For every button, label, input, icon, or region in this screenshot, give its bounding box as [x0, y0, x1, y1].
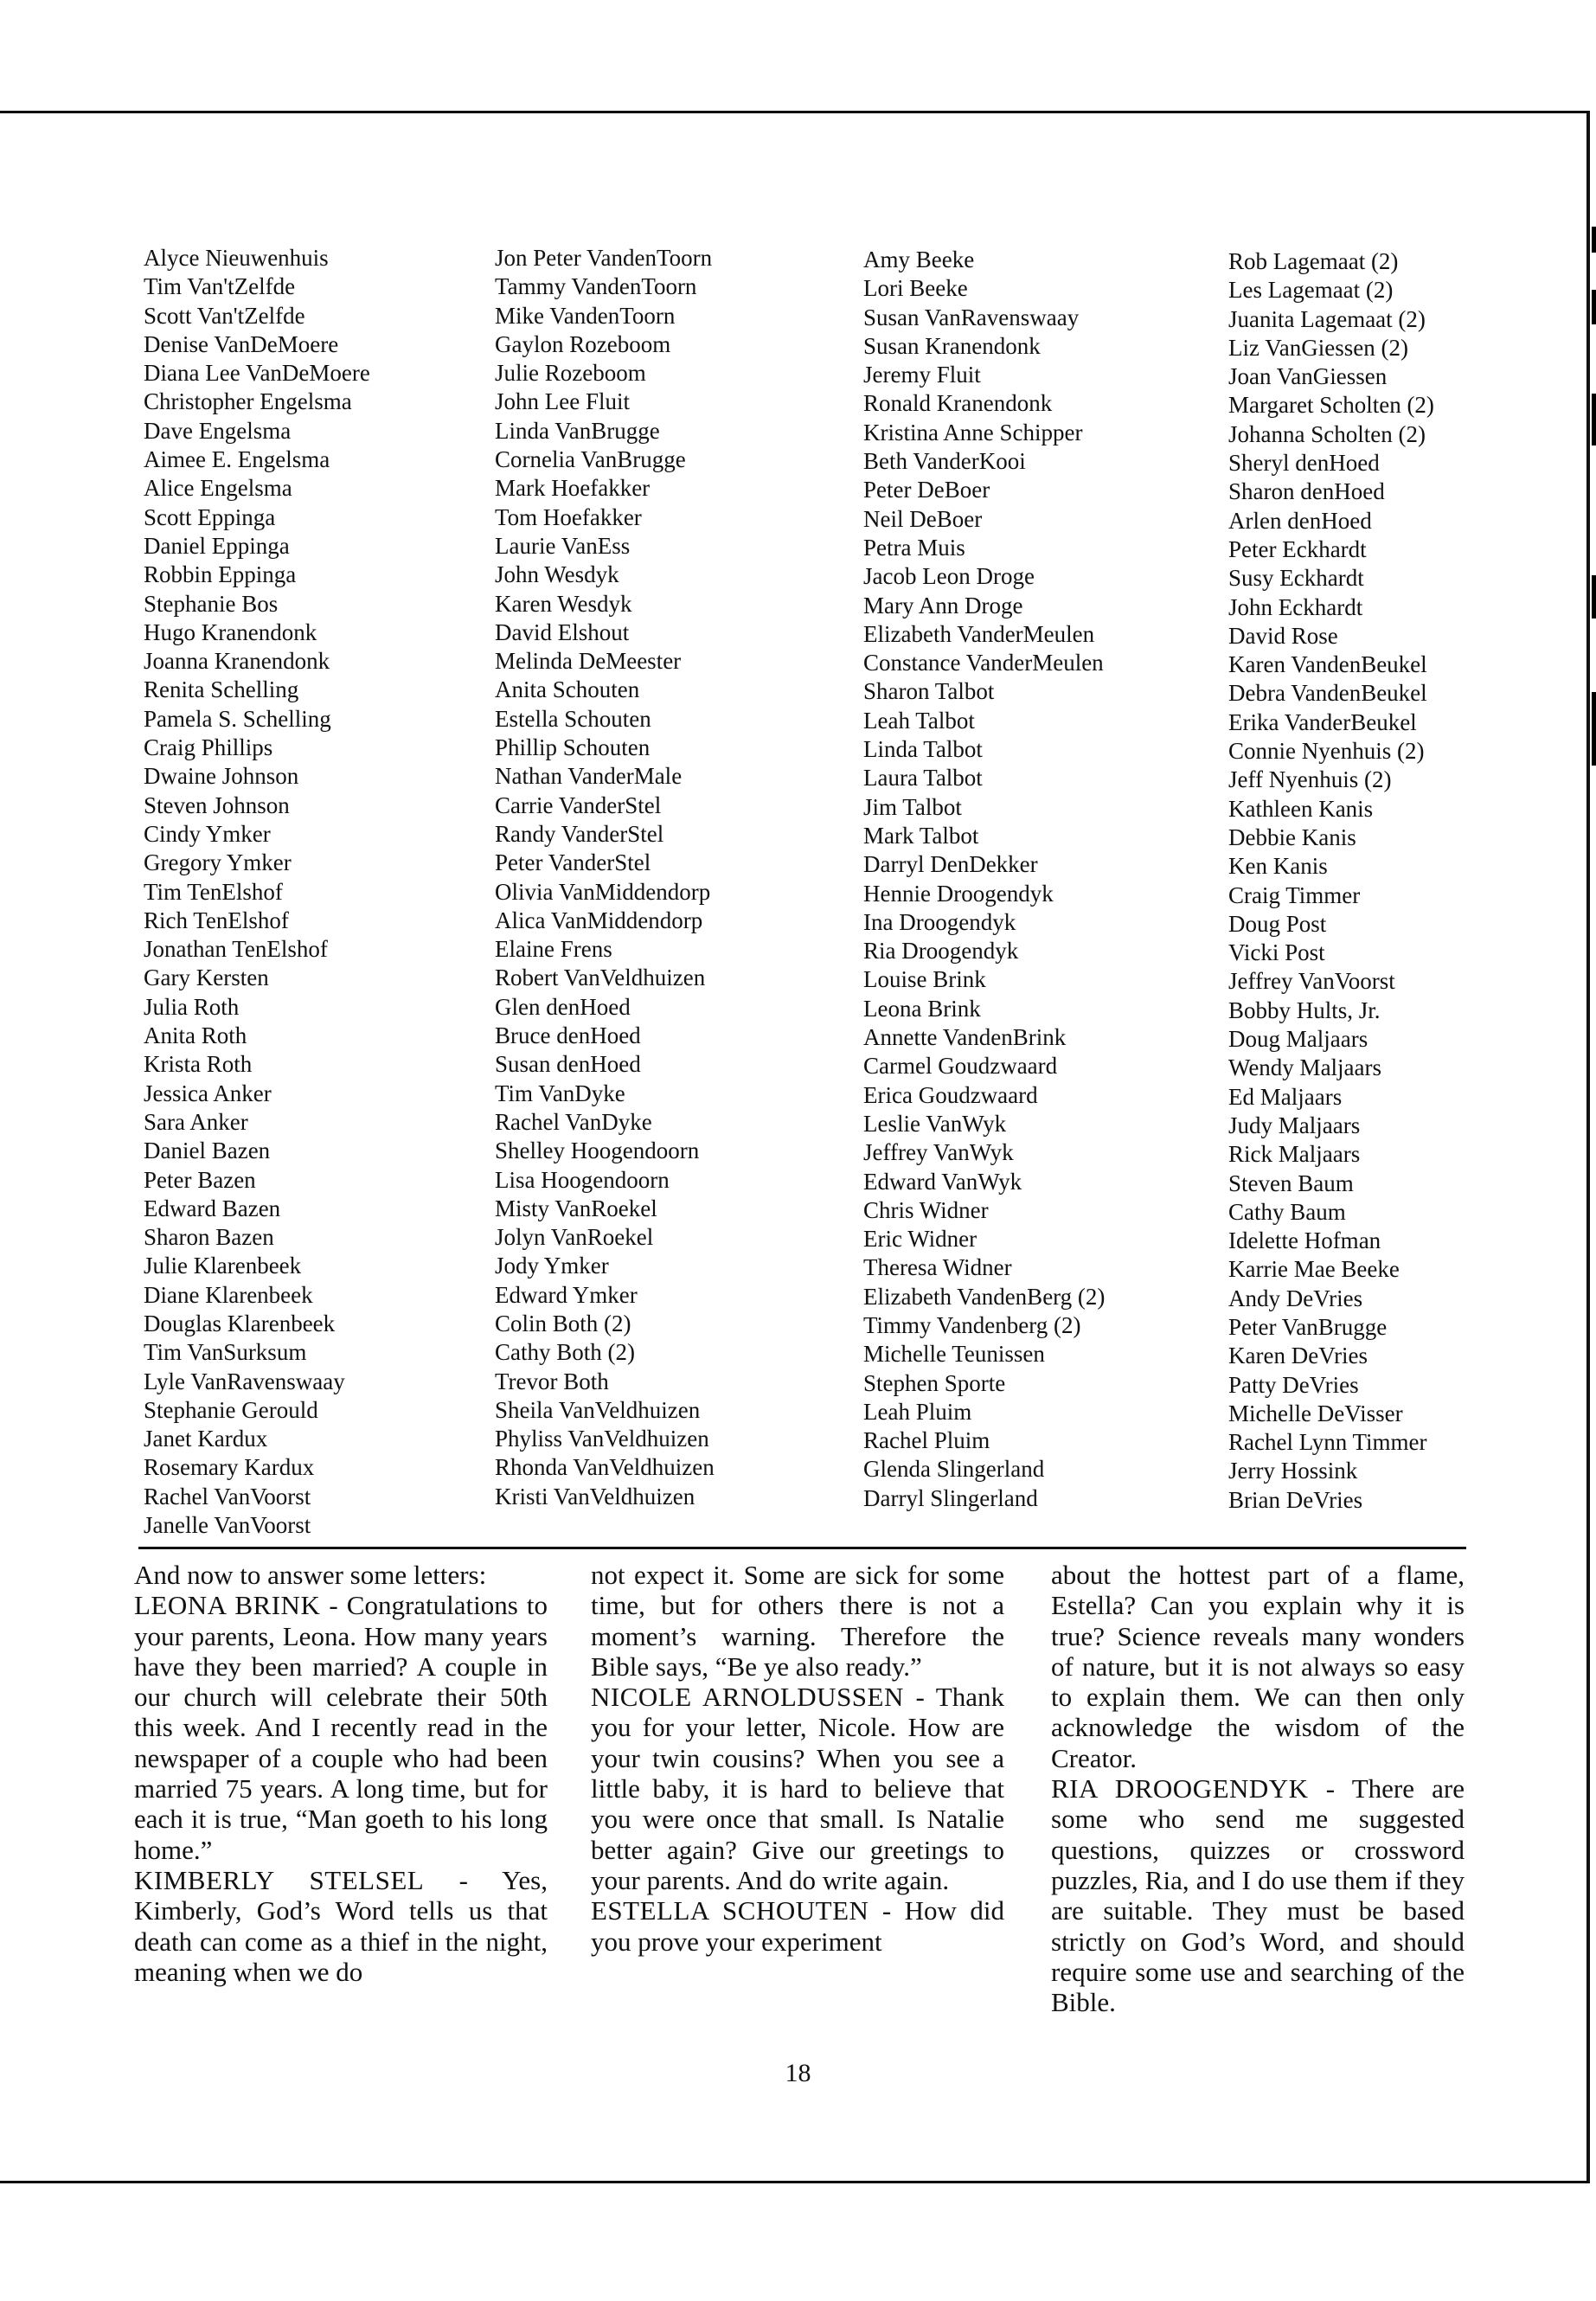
- letters-column-2: [591, 1560, 1004, 1957]
- reply-text: - Congratulations to your parents, Leona. How many years have they been married? A couple in our church will celebrate their 50th this week. And I recently read in the newspaper of a couple who had been married 75 years. A long time, but for each it is true, “Man goeth to his long home.”: [134, 1590, 548, 1865]
- name-entry: Kristi VanVeldhuizen: [495, 1483, 695, 1509]
- name-entry: Steven Baum: [1228, 1170, 1354, 1196]
- names-column-4: [1228, 247, 1434, 1515]
- name-entry: Jeffrey VanVoorst: [1228, 968, 1395, 995]
- name-entry: Michelle Teunissen: [863, 1341, 1045, 1368]
- name-entry: Arlen denHoed: [1228, 507, 1372, 534]
- name-entry: John Eckhardt: [1228, 593, 1363, 620]
- name-entry: Judy Maljaars: [1228, 1112, 1361, 1138]
- name-entry: Tim Van'tZelfde: [144, 273, 296, 300]
- name-entry: Diane Klarenbeek: [144, 1281, 313, 1308]
- name-entry: Joanna Kranendonk: [144, 648, 330, 675]
- name-entry: Dwaine Johnson: [144, 763, 299, 790]
- name-entry: Mark Talbot: [863, 822, 979, 849]
- name-entry: Jeff Nyenhuis (2): [1228, 766, 1392, 793]
- name-entry: Stephanie Bos: [144, 590, 279, 617]
- name-entry: Rachel Pluim: [863, 1427, 990, 1454]
- name-entry: Lyle VanRavenswaay: [144, 1368, 345, 1394]
- letter-reply-estella: [591, 1895, 1004, 1957]
- name-entry: Douglas Klarenbeek: [144, 1310, 336, 1336]
- name-entry: Cathy Both (2): [495, 1339, 635, 1366]
- name-entry: Peter VanBrugge: [1228, 1313, 1388, 1340]
- name-entry: Gaylon Rozeboom: [495, 330, 671, 357]
- letters-section: [134, 1560, 1466, 2044]
- name-entry: Janet Kardux: [144, 1426, 268, 1452]
- name-entry: Tim VanDyke: [495, 1080, 625, 1106]
- name-entry: Elizabeth VanderMeulen: [863, 620, 1095, 647]
- name-entry: Elaine Frens: [495, 936, 612, 963]
- letters-column-3: [1051, 1560, 1465, 2017]
- letter-reply-estella-continued: about the hottest part of a flame, Estella? Can you explain why it is true? Science reveals many wonders of nature, but it is not always so easy to explain them. We can then only acknowledge the wisdom of the Creator.: [1051, 1560, 1465, 1773]
- name-entry: Debbie Kanis: [1228, 824, 1356, 850]
- name-entry: Cindy Ymker: [144, 820, 271, 847]
- name-entry: Ken Kanis: [1228, 853, 1328, 880]
- name-entry: Rachel VanDyke: [495, 1108, 652, 1135]
- name-entry: Trevor Both: [495, 1368, 609, 1394]
- name-entry: Peter VanderStel: [495, 849, 651, 876]
- name-entry: Jeffrey VanWyk: [863, 1139, 1014, 1166]
- name-entry: Michelle DeVisser: [1228, 1400, 1403, 1426]
- name-entry: Craig Phillips: [144, 734, 273, 761]
- addressee-name: NICOLE ARNOLDUSSEN: [591, 1682, 904, 1713]
- name-entry: Leah Talbot: [863, 707, 975, 734]
- name-entry: Liz VanGiessen (2): [1228, 334, 1408, 361]
- name-entry: Rachel Lynn Timmer: [1228, 1429, 1427, 1456]
- name-entry: Stephen Sporte: [863, 1369, 1006, 1396]
- name-entry: Amy Beeke: [863, 247, 975, 272]
- name-entry: Brian DeVries: [1228, 1486, 1363, 1513]
- name-entry: Rosemary Kardux: [144, 1454, 315, 1481]
- name-entry: Tammy VandenToorn: [495, 273, 697, 300]
- edge-mark: [1592, 290, 1596, 324]
- edge-mark: [1592, 227, 1596, 253]
- name-entry: Susan Kranendonk: [863, 332, 1041, 359]
- edge-mark: [1592, 575, 1596, 619]
- name-entry: Sara Anker: [144, 1108, 248, 1135]
- name-entry: Laurie VanEss: [495, 532, 631, 559]
- name-entry: Kathleen Kanis: [1228, 795, 1374, 822]
- name-entry: Darryl Slingerland: [863, 1484, 1038, 1511]
- name-entry: Robert VanVeldhuizen: [495, 965, 706, 991]
- edge-mark: [1592, 692, 1596, 766]
- reply-text: - Thank you for your letter, Nicole. How are your twin cousins? When you see a little baby, it is hard to believe that you were once that small. Is Natalie better again? Give our greetings to your parents. And do write again.: [591, 1682, 1004, 1895]
- name-entry: Anita Roth: [144, 1022, 247, 1049]
- name-entry: Kristina Anne Schipper: [863, 419, 1083, 445]
- name-entry: Debra VandenBeukel: [1228, 680, 1427, 707]
- name-entry: Steven Johnson: [144, 792, 290, 818]
- name-entry: Jolyn VanRoekel: [495, 1224, 654, 1251]
- letter-reply-nicole: [591, 1682, 1004, 1895]
- name-entry: Louise Brink: [863, 966, 986, 993]
- name-entry: Idelette Hofman: [1228, 1227, 1381, 1254]
- name-entry: Rich TenElshof: [144, 907, 289, 933]
- name-entry: Glen denHoed: [495, 993, 631, 1020]
- name-entry: Andy DeVries: [1228, 1285, 1363, 1311]
- name-entry: Laura Talbot: [863, 765, 983, 792]
- name-entry: Carrie VanderStel: [495, 792, 662, 818]
- name-entry: Annette VandenBrink: [863, 1024, 1067, 1051]
- name-entry: Denise VanDeMoere: [144, 330, 339, 357]
- name-entry: Scott Van'tZelfde: [144, 302, 305, 329]
- name-entry: Karen Wesdyk: [495, 590, 632, 617]
- letter-reply-leona: [134, 1590, 548, 1865]
- name-entry: Peter DeBoer: [863, 477, 990, 503]
- name-entry: Krista Roth: [144, 1051, 253, 1078]
- name-entry: Alice Engelsma: [144, 475, 292, 502]
- letter-reply-kimberly-continued: not expect it. Some are sick for some time, but for others there is not a moment’s warning. Therefore the Bible says, “Be ye also ready.”: [591, 1560, 1004, 1682]
- name-entry: Glenda Slingerland: [863, 1456, 1045, 1483]
- name-entry: Alyce Nieuwenhuis: [144, 245, 329, 271]
- name-entry: Mike VandenToorn: [495, 302, 676, 329]
- name-entry: Daniel Eppinga: [144, 532, 290, 559]
- name-entry: Ed Maljaars: [1228, 1083, 1343, 1110]
- name-entry: Juanita Lagemaat (2): [1228, 305, 1426, 332]
- name-entry: Connie Nyenhuis (2): [1228, 738, 1425, 765]
- name-entry: Neil DeBoer: [863, 505, 983, 532]
- name-entry: Julia Roth: [144, 993, 240, 1020]
- name-entry: John Wesdyk: [495, 561, 619, 588]
- name-entry: Colin Both (2): [495, 1310, 631, 1336]
- name-entry: Scott Eppinga: [144, 503, 276, 530]
- name-entry: Anita Schouten: [495, 676, 640, 703]
- name-entry: Leah Pluim: [863, 1398, 972, 1425]
- names-section: [138, 242, 1488, 1540]
- name-entry: Gregory Ymker: [144, 849, 292, 876]
- name-entry: Jerry Hossink: [1228, 1458, 1358, 1484]
- name-entry: Susy Eckhardt: [1228, 565, 1364, 592]
- name-entry: Wendy Maljaars: [1228, 1054, 1382, 1081]
- name-entry: Jeremy Fluit: [863, 362, 981, 388]
- name-entry: Lori Beeke: [863, 275, 968, 302]
- name-entry: Patty DeVries: [1228, 1371, 1359, 1398]
- name-entry: Julie Klarenbeek: [144, 1253, 302, 1279]
- reply-text: - How did you prove your experiment: [591, 1895, 1005, 1957]
- name-entry: Tim TenElshof: [144, 878, 283, 905]
- name-entry: Sheryl denHoed: [1228, 450, 1380, 477]
- name-entry: Cornelia VanBrugge: [495, 446, 686, 473]
- name-entry: Rick Maljaars: [1228, 1141, 1361, 1168]
- name-entry: Linda VanBrugge: [495, 417, 660, 444]
- name-entry: Leona Brink: [863, 995, 981, 1022]
- name-entry: Doug Post: [1228, 910, 1327, 937]
- name-entry: Jon Peter VandenToorn: [495, 245, 713, 271]
- name-entry: Melinda DeMeester: [495, 648, 682, 675]
- name-entry: Bobby Hults, Jr.: [1228, 997, 1381, 1023]
- name-entry: Aimee E. Engelsma: [144, 446, 330, 473]
- addressee-name: KIMBERLY STELSEL: [134, 1864, 425, 1895]
- name-entry: Petra Muis: [863, 534, 965, 561]
- name-entry: Phyliss VanVeldhuizen: [495, 1426, 709, 1452]
- name-entry: Rhonda VanVeldhuizen: [495, 1454, 715, 1481]
- name-entry: Sharon Bazen: [144, 1224, 274, 1251]
- addressee-name: ESTELLA SCHOUTEN: [591, 1895, 869, 1926]
- name-entry: Ina Droogendyk: [863, 908, 1016, 935]
- name-entry: Ria Droogendyk: [863, 938, 1019, 965]
- name-entry: Ronald Kranendonk: [863, 390, 1053, 417]
- name-entry: Jonathan TenElshof: [144, 936, 328, 963]
- name-entry: Susan VanRavenswaay: [863, 304, 1080, 330]
- name-entry: Eric Widner: [863, 1226, 977, 1253]
- name-entry: Renita Schelling: [144, 676, 299, 703]
- name-entry: Dave Engelsma: [144, 417, 292, 444]
- name-entry: Nathan VanderMale: [495, 763, 683, 790]
- name-entry: Rachel VanVoorst: [144, 1483, 311, 1509]
- name-entry: Sharon denHoed: [1228, 478, 1385, 505]
- letter-reply-kimberly: [134, 1865, 548, 1987]
- name-entry: Carmel Goudzwaard: [863, 1053, 1058, 1080]
- name-entry: Karen VandenBeukel: [1228, 651, 1427, 678]
- letters-column-1: [134, 1560, 548, 1987]
- name-entry: Rob Lagemaat (2): [1228, 248, 1399, 274]
- name-entry: Jim Talbot: [863, 793, 962, 820]
- name-entry: Estella Schouten: [495, 705, 651, 732]
- name-entry: Darryl DenDekker: [863, 851, 1038, 878]
- name-entry: Doug Maljaars: [1228, 1026, 1368, 1053]
- names-column-2: [495, 244, 715, 1511]
- edge-mark: [1592, 394, 1596, 445]
- reply-text: - Yes, Kimberly, God’s Word tells us that death can come as a thief in the night, meaning when we do: [134, 1864, 548, 1987]
- name-entry: Jacob Leon Droge: [863, 563, 1035, 590]
- name-entry: Randy VanderStel: [495, 820, 664, 847]
- name-entry: David Rose: [1228, 622, 1338, 649]
- name-entry: Hugo Kranendonk: [144, 619, 317, 645]
- name-entry: Alica VanMiddendorp: [495, 907, 703, 933]
- name-entry: Julie Rozeboom: [495, 360, 646, 387]
- name-entry: David Elshout: [495, 619, 630, 645]
- name-entry: Diana Lee VanDeMoere: [144, 360, 370, 387]
- name-entry: Tim VanSurksum: [144, 1339, 307, 1366]
- names-column-3: [863, 246, 1105, 1513]
- name-entry: Constance VanderMeulen: [863, 650, 1104, 676]
- name-entry: Craig Timmer: [1228, 881, 1361, 908]
- name-entry: Edward Ymker: [495, 1281, 638, 1308]
- names-column-1: [144, 244, 370, 1540]
- name-entry: Sharon Talbot: [863, 678, 995, 705]
- name-entry: Margaret Scholten (2): [1228, 392, 1434, 419]
- name-entry: Mark Hoefakker: [495, 475, 651, 502]
- addressee-name: LEONA BRINK: [134, 1590, 321, 1621]
- name-entry: Peter Eckhardt: [1228, 535, 1367, 562]
- name-entry: Vicki Post: [1228, 939, 1325, 966]
- name-entry: Susan denHoed: [495, 1051, 641, 1078]
- name-entry: Karrie Mae Beeke: [1228, 1256, 1400, 1283]
- name-entry: Mary Ann Droge: [863, 592, 1023, 619]
- page-number: 18: [785, 2059, 811, 2087]
- name-entry: Elizabeth VandenBerg (2): [863, 1283, 1106, 1310]
- name-entry: Edward Bazen: [144, 1195, 281, 1221]
- name-entry: Jessica Anker: [144, 1080, 272, 1106]
- letters-intro: And now to answer some letters:: [134, 1560, 487, 1590]
- name-entry: Timmy Vandenberg (2): [863, 1311, 1081, 1338]
- name-entry: Misty VanRoekel: [495, 1195, 657, 1221]
- name-entry: Shelley Hoogendoorn: [495, 1138, 700, 1164]
- addressee-name: RIA DROOGENDYK: [1051, 1773, 1309, 1804]
- name-entry: Peter Bazen: [144, 1166, 256, 1193]
- name-entry: Erica Goudzwaard: [863, 1081, 1038, 1108]
- name-entry: Edward VanWyk: [863, 1168, 1022, 1195]
- name-entry: Linda Talbot: [863, 736, 983, 763]
- name-entry: Karen DeVries: [1228, 1343, 1368, 1369]
- name-entry: Daniel Bazen: [144, 1138, 271, 1164]
- section-divider: [138, 1547, 1466, 1549]
- name-entry: Gary Kersten: [144, 965, 269, 991]
- name-entry: Cathy Baum: [1228, 1198, 1346, 1225]
- name-entry: Sheila VanVeldhuizen: [495, 1396, 701, 1423]
- name-entry: Bruce denHoed: [495, 1022, 641, 1049]
- name-entry: Les Lagemaat (2): [1228, 277, 1394, 304]
- name-entry: Beth VanderKooi: [863, 448, 1026, 475]
- name-entry: Phillip Schouten: [495, 734, 651, 761]
- name-entry: Janelle VanVoorst: [144, 1512, 311, 1539]
- name-entry: Robbin Eppinga: [144, 561, 297, 588]
- name-entry: Jody Ymker: [495, 1253, 609, 1279]
- name-entry: Johanna Scholten (2): [1228, 420, 1426, 447]
- name-entry: John Lee Fluit: [495, 388, 630, 415]
- name-entry: Tom Hoefakker: [495, 503, 642, 530]
- name-entry: Pamela S. Schelling: [144, 705, 331, 732]
- name-entry: Stephanie Gerould: [144, 1396, 318, 1423]
- name-entry: Olivia VanMiddendorp: [495, 878, 711, 905]
- name-entry: Lisa Hoogendoorn: [495, 1166, 670, 1193]
- name-entry: Erika VanderBeukel: [1228, 708, 1417, 735]
- reply-text: - There are some who send me suggested questions, quizzes or crossword puzzles, Ria, and I do use them if they are suitable. They must be based strictly on God’s Word, and should require some use and searching of the Bible.: [1051, 1773, 1465, 2018]
- name-entry: Theresa Widner: [863, 1254, 1012, 1281]
- name-entry: Chris Widner: [863, 1196, 989, 1223]
- name-entry: Hennie Droogendyk: [863, 880, 1054, 907]
- name-entry: Leslie VanWyk: [863, 1110, 1007, 1137]
- name-entry: Christopher Engelsma: [144, 388, 352, 415]
- letter-reply-ria: [1051, 1773, 1465, 2017]
- name-entry: Joan VanGiessen: [1228, 363, 1388, 390]
